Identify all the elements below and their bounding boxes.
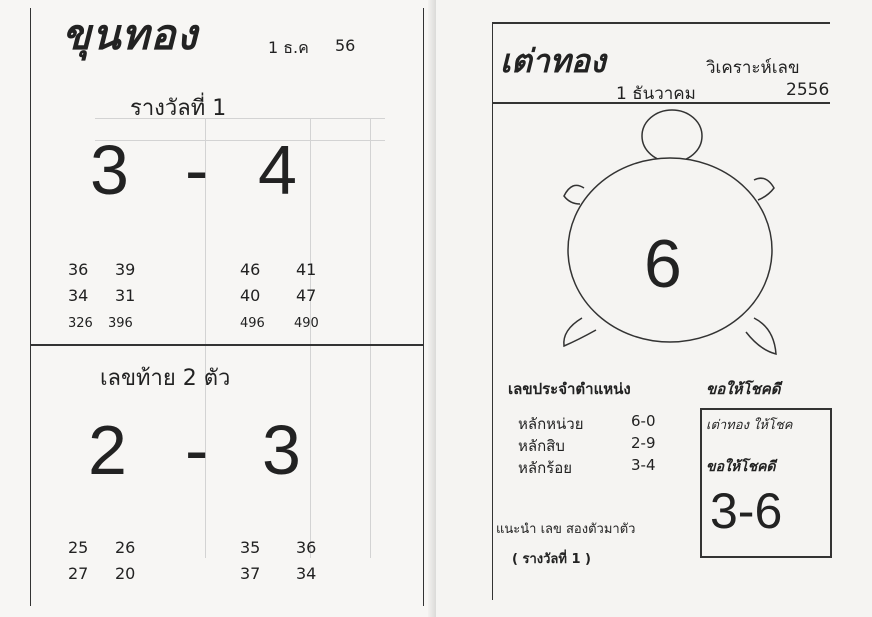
pair-number: 27 xyxy=(68,564,89,583)
position-label: หลักร้อย xyxy=(518,459,573,477)
triple-number: 490 xyxy=(294,316,319,331)
right-top-border xyxy=(492,22,830,24)
pair-number: 40 xyxy=(240,286,261,305)
pair-number: 36 xyxy=(296,538,317,557)
prize-header: รางวัลที่ 1 xyxy=(130,96,227,121)
last2-header: เลขท้าย 2 ตัว xyxy=(100,366,231,391)
last2-digit-2: 3 xyxy=(262,411,301,489)
pair-number: 46 xyxy=(240,260,261,279)
pair-number: 20 xyxy=(115,564,136,583)
pair-number: 47 xyxy=(296,286,317,305)
recommend-prize: ( รางวัลที่ 1 ) xyxy=(512,552,591,567)
triple-number: 396 xyxy=(108,316,133,331)
pair-number: 31 xyxy=(115,286,136,305)
triple-number: 496 xyxy=(240,316,265,331)
page-title: ขุนทอง xyxy=(62,10,198,59)
date-label: 1 ธันวาคม xyxy=(616,84,696,104)
last2-separator: - xyxy=(185,411,209,489)
turtle-number: 6 xyxy=(644,226,682,302)
last2-digit-1: 2 xyxy=(88,411,127,489)
left-frame xyxy=(30,8,424,606)
pair-number: 41 xyxy=(296,260,317,279)
luck-box-line1: เต่าทอง ให้โชค xyxy=(706,418,793,433)
pair-number: 26 xyxy=(115,538,136,557)
position-header: เลขประจำตำแหน่ง xyxy=(508,380,631,398)
right-page xyxy=(436,0,872,617)
pair-number: 35 xyxy=(240,538,261,557)
pair-number: 39 xyxy=(115,260,136,279)
pair-number: 34 xyxy=(296,564,317,583)
year-label: 56 xyxy=(335,36,356,55)
pair-number: 37 xyxy=(240,564,261,583)
pair-number: 34 xyxy=(68,286,89,305)
prize-separator: - xyxy=(185,131,209,209)
year-label: 2556 xyxy=(786,80,830,100)
position-value: 2-9 xyxy=(631,434,656,452)
position-value: 3-4 xyxy=(631,456,656,474)
pair-number: 36 xyxy=(68,260,89,279)
prize-digit-2: 4 xyxy=(258,131,297,209)
position-value: 6-0 xyxy=(631,412,656,430)
date-label: 1 ธ.ค xyxy=(268,38,309,57)
luck-header: ขอให้โชคดี xyxy=(706,380,781,398)
triple-number: 326 xyxy=(68,316,93,331)
luck-number: 3-6 xyxy=(710,483,783,539)
subtitle: วิเคราะห์เลข xyxy=(706,58,800,78)
prize-digit-1: 3 xyxy=(90,131,129,209)
luck-box-line2: ขอให้โชคดี xyxy=(706,459,776,475)
left-divider xyxy=(30,344,424,346)
pair-number: 25 xyxy=(68,538,89,557)
page-title: เต่าทอง xyxy=(500,42,606,80)
position-label: หลักหน่วย xyxy=(518,415,584,433)
recommend-text: แนะนำ เลข สองตัวมาตัว xyxy=(496,522,636,537)
position-label: หลักสิบ xyxy=(518,437,565,455)
